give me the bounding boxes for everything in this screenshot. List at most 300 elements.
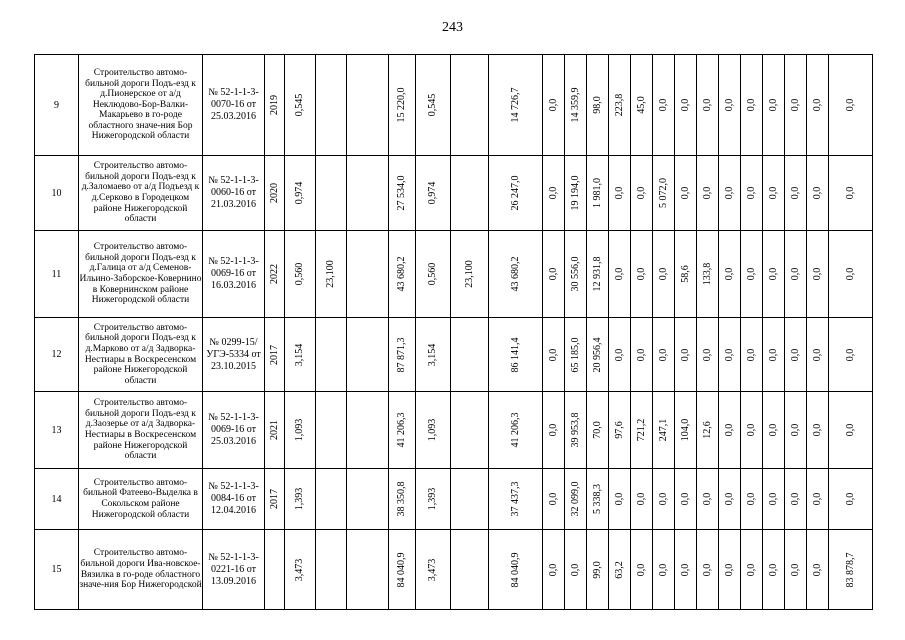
cell-value: 1,093 (294, 418, 305, 442)
cell-value: 84 040,9 (509, 552, 521, 587)
value-cell (763, 231, 785, 318)
value-cell (653, 392, 675, 469)
value-cell (719, 156, 741, 231)
row-number: 14 (35, 469, 79, 530)
value-cell (587, 469, 609, 530)
value-cell (675, 231, 697, 318)
value-cell (285, 231, 316, 318)
cell-value: 0,0 (745, 348, 757, 361)
value-cell (609, 469, 631, 530)
value-cell (719, 55, 741, 156)
cell-value: 0,0 (767, 186, 779, 200)
cell-value: 0,0 (635, 492, 647, 506)
value-cell (347, 530, 389, 610)
cell-value: 87 871,3 (396, 337, 407, 372)
value-cell (265, 530, 285, 610)
table-row (35, 55, 873, 156)
value-cell (316, 530, 347, 610)
value-cell (451, 55, 489, 156)
value-cell (347, 55, 389, 156)
value-cell (697, 231, 719, 318)
cell-value: 3,154 (294, 343, 305, 366)
value-cell (416, 469, 451, 530)
value-cell (829, 231, 873, 318)
value-cell (829, 392, 873, 469)
cell-value: 0,0 (547, 348, 559, 361)
cell-value: 0,0 (844, 98, 856, 112)
row-number: 15 (35, 530, 79, 610)
value-cell (829, 156, 873, 231)
value-cell (675, 156, 697, 231)
cell-value: 0,560 (294, 262, 305, 286)
value-cell (489, 469, 543, 530)
cell-value: 58,6 (679, 265, 691, 283)
cell-value: 133,8 (701, 262, 713, 286)
cell-value: 0,0 (811, 186, 823, 200)
value-cell (265, 469, 285, 530)
value-cell (587, 530, 609, 610)
value-cell (389, 392, 416, 469)
cell-value: 98,0 (591, 96, 603, 114)
cell-value: 0,0 (723, 423, 735, 437)
object-name: Строительство автомо-бильной Фатеево-Выделка в Сокольском районе Нижегородской области (79, 469, 203, 530)
value-cell (587, 156, 609, 231)
value-cell (631, 156, 653, 231)
cell-value: 0,0 (547, 563, 559, 576)
value-cell (807, 55, 829, 156)
value-cell (785, 530, 807, 610)
value-cell (741, 469, 763, 530)
cell-value: 0,0 (701, 563, 713, 576)
value-cell (807, 318, 829, 392)
cell-value: 38 350,8 (396, 481, 407, 517)
value-cell (416, 156, 451, 231)
cell-value: 0,0 (657, 348, 669, 361)
cell-value: 0,0 (547, 98, 559, 112)
value-cell (565, 530, 587, 610)
value-cell (543, 55, 565, 156)
cell-value: 0,0 (811, 423, 823, 437)
value-cell (609, 156, 631, 231)
value-cell (697, 55, 719, 156)
cell-value: 0,0 (569, 563, 581, 576)
cell-value: 0,0 (745, 423, 757, 437)
value-cell (285, 156, 316, 231)
cell-value: 0,0 (811, 98, 823, 112)
cell-value: 0,0 (635, 563, 647, 576)
cell-value: 0,545 (294, 93, 305, 117)
cell-value: 223,8 (613, 93, 625, 117)
object-name: Строительство автомо-бильной дороги Подъ-езд к д.Пионерское от а/д Неклюдово-Бор-Валки-Макарьево в го-роде областного значе-ния Бор Нижегородской области (79, 55, 203, 156)
cell-value: 0,0 (844, 492, 856, 506)
value-cell (763, 530, 785, 610)
cell-value: 0,0 (635, 267, 647, 281)
cell-value: 104,0 (679, 418, 691, 442)
value-cell (697, 392, 719, 469)
cell-value: 99,0 (591, 560, 603, 579)
value-cell (785, 392, 807, 469)
cell-value: 2021 (268, 420, 280, 440)
value-cell (653, 469, 675, 530)
expert-conclusion: № 52-1-1-3-0069-16 от 25.03.2016 (203, 392, 265, 469)
cell-value: 0,0 (844, 186, 856, 200)
cell-value: 0,0 (789, 423, 801, 437)
value-cell (347, 469, 389, 530)
cell-value: 0,0 (701, 186, 713, 200)
cell-value: 2022 (268, 264, 280, 284)
cell-value: 0,0 (723, 186, 735, 200)
value-cell (719, 530, 741, 610)
value-cell (451, 156, 489, 231)
value-cell (565, 156, 587, 231)
value-cell (416, 530, 451, 610)
value-cell (807, 392, 829, 469)
value-cell (489, 231, 543, 318)
cell-value: 0,0 (679, 492, 691, 506)
cell-value: 0,0 (745, 186, 757, 200)
value-cell (587, 318, 609, 392)
value-cell (285, 530, 316, 610)
value-cell (697, 530, 719, 610)
cell-value: 0,0 (547, 492, 559, 506)
cell-value: 0,0 (811, 492, 823, 506)
cell-value: 45,0 (635, 96, 647, 114)
cell-value: 0,0 (679, 348, 691, 361)
value-cell (543, 318, 565, 392)
value-cell (543, 231, 565, 318)
value-cell (609, 231, 631, 318)
value-cell (416, 55, 451, 156)
value-cell (389, 231, 416, 318)
cell-value: 63,2 (613, 560, 625, 579)
cell-value: 0,0 (613, 186, 625, 200)
cell-value: 0,0 (723, 563, 735, 576)
object-name: Строительство автомо-бильной дороги Подъ-езд к д.Марково от а/д Задворка-Нестиары в Воскресенском районе Нижегородской области (79, 318, 203, 392)
value-cell (265, 318, 285, 392)
value-cell (265, 392, 285, 469)
cell-value: 1,393 (294, 487, 305, 511)
value-cell (785, 318, 807, 392)
cell-value: 0,0 (745, 563, 757, 576)
cell-value: 0,0 (789, 563, 801, 576)
cell-value: 37 437,3 (509, 481, 521, 517)
cell-value: 0,0 (723, 267, 735, 281)
value-cell (829, 530, 873, 610)
page-number: 243 (442, 20, 463, 35)
value-cell (785, 231, 807, 318)
row-number: 9 (35, 55, 79, 156)
cell-value: 84 040,9 (396, 552, 407, 587)
value-cell (416, 392, 451, 469)
cell-value: 0,0 (723, 492, 735, 506)
cell-value: 43 680,2 (396, 256, 407, 292)
value-cell (785, 55, 807, 156)
cell-value: 0,0 (547, 267, 559, 281)
value-cell (829, 318, 873, 392)
cell-value: 20 956,4 (591, 337, 603, 372)
cell-value: 41 206,3 (509, 412, 521, 448)
value-cell (609, 530, 631, 610)
cell-value: 30 556,0 (569, 256, 581, 292)
cell-value: 5 072,0 (657, 178, 669, 208)
table-row (35, 392, 873, 469)
cell-value: 721,2 (635, 418, 647, 442)
value-cell (389, 469, 416, 530)
value-cell (631, 392, 653, 469)
cell-value: 19 194,0 (569, 175, 581, 211)
cell-value: 0,0 (844, 348, 856, 361)
value-cell (785, 469, 807, 530)
cell-value: 32 099,0 (569, 481, 581, 517)
cell-value: 0,974 (427, 181, 438, 205)
cell-value: 39 953,8 (569, 412, 581, 448)
value-cell (631, 469, 653, 530)
value-cell (543, 392, 565, 469)
object-name: Строительство автомо-бильной дороги Ива-новское-Вязилка в го-роде областного значе-ния Бор Нижегородской (79, 530, 203, 610)
value-cell (675, 55, 697, 156)
cell-value: 0,0 (745, 267, 757, 281)
value-cell (829, 469, 873, 530)
object-name: Строительство автомо-бильной дороги Подъ-езд к д.Галица от а/д Семенов-Ильино-Заборское-Ковернино в Ковернинском районе Нижегородской области (79, 231, 203, 318)
cell-value: 70,0 (591, 421, 603, 439)
value-cell (416, 318, 451, 392)
value-cell (565, 392, 587, 469)
value-cell (807, 231, 829, 318)
cell-value: 0,0 (657, 492, 669, 506)
value-cell (807, 469, 829, 530)
value-cell (451, 318, 489, 392)
value-cell (347, 392, 389, 469)
cell-value: 14 359,9 (569, 87, 581, 123)
expert-conclusion: № 52-1-1-3-0221-16 от 13.09.2016 (203, 530, 265, 610)
cell-value: 0,0 (635, 186, 647, 200)
cell-value: 0,0 (767, 563, 779, 576)
cell-value: 0,0 (657, 267, 669, 281)
value-cell (631, 318, 653, 392)
value-cell (741, 392, 763, 469)
value-cell (631, 55, 653, 156)
cell-value: 0,0 (844, 423, 856, 437)
value-cell (285, 469, 316, 530)
value-cell (451, 392, 489, 469)
table-row (35, 318, 873, 392)
cell-value: 0,0 (547, 186, 559, 200)
cell-value: 0,0 (789, 348, 801, 361)
value-cell (653, 55, 675, 156)
value-cell (763, 392, 785, 469)
row-number: 10 (35, 156, 79, 231)
object-name: Строительство автомо-бильной дороги Подъ-езд к д.Заозерье от а/д Задворка-Нестиары в Воскресенском районе Нижегородской области (79, 392, 203, 469)
value-cell (347, 231, 389, 318)
value-cell (741, 318, 763, 392)
value-cell (565, 55, 587, 156)
cell-value: 0,0 (811, 267, 823, 281)
value-cell (675, 469, 697, 530)
value-cell (347, 318, 389, 392)
value-cell (675, 530, 697, 610)
value-cell (416, 231, 451, 318)
value-cell (609, 318, 631, 392)
cell-value: 0,974 (294, 181, 305, 205)
value-cell (316, 55, 347, 156)
cell-value: 65 185,0 (569, 337, 581, 372)
value-cell (565, 231, 587, 318)
value-cell (719, 318, 741, 392)
cell-value: 0,0 (679, 563, 691, 576)
cell-value: 26 247,0 (509, 175, 521, 211)
value-cell (653, 231, 675, 318)
value-cell (489, 55, 543, 156)
value-cell (653, 530, 675, 610)
cell-value: 2020 (268, 183, 280, 203)
cell-value: 0,0 (811, 348, 823, 361)
cell-value: 0,0 (679, 186, 691, 200)
cell-value: 0,0 (613, 267, 625, 281)
value-cell (265, 231, 285, 318)
row-number: 12 (35, 318, 79, 392)
value-cell (719, 469, 741, 530)
cell-value: 0,0 (745, 492, 757, 506)
value-cell (565, 469, 587, 530)
cell-value: 0,0 (811, 563, 823, 576)
cell-value: 0,0 (767, 492, 779, 506)
value-cell (763, 318, 785, 392)
value-cell (697, 156, 719, 231)
expert-conclusion: № 52-1-1-3-0060-16 от 21.03.2016 (203, 156, 265, 231)
value-cell (807, 530, 829, 610)
expert-conclusion: № 52-1-1-3-0084-16 от 12.04.2016 (203, 469, 265, 530)
value-cell (316, 469, 347, 530)
value-cell (741, 530, 763, 610)
value-cell (347, 156, 389, 231)
value-cell (741, 231, 763, 318)
cell-value: 0,0 (723, 348, 735, 361)
value-cell (543, 469, 565, 530)
cell-value: 1,093 (427, 418, 438, 442)
value-cell (451, 530, 489, 610)
value-cell (697, 318, 719, 392)
cell-value: 0,0 (789, 492, 801, 506)
value-cell (763, 55, 785, 156)
value-cell (265, 156, 285, 231)
cell-value: 0,0 (767, 423, 779, 437)
value-cell (697, 469, 719, 530)
cell-value: 1 981,0 (591, 178, 603, 208)
value-cell (489, 530, 543, 610)
value-cell (285, 55, 316, 156)
cell-value: 12 931,8 (591, 256, 603, 292)
value-cell (631, 530, 653, 610)
value-cell (451, 231, 489, 318)
value-cell (489, 156, 543, 231)
value-cell (587, 392, 609, 469)
cell-value: 0,0 (547, 423, 559, 437)
table-row (35, 469, 873, 530)
cell-value: 12,6 (701, 421, 713, 439)
row-number: 13 (35, 392, 79, 469)
cell-value: 0,0 (789, 186, 801, 200)
cell-value: 5 338,3 (591, 484, 603, 514)
value-cell (285, 392, 316, 469)
cell-value: 0,0 (613, 492, 625, 506)
value-cell (653, 318, 675, 392)
value-cell (675, 318, 697, 392)
value-cell (389, 156, 416, 231)
object-name: Строительство автомо-бильной дороги Подъ-езд к д.Заломаево от а/д Подъезд к д.Серково в Городецком районе Нижегородской области (79, 156, 203, 231)
cell-value: 0,0 (844, 267, 856, 281)
cell-value: 83 878,7 (844, 552, 856, 587)
value-cell (675, 392, 697, 469)
cell-value: 86 141,4 (509, 337, 521, 372)
value-cell (631, 231, 653, 318)
expert-conclusion: № 52-1-1-3-0069-16 от 16.03.2016 (203, 231, 265, 318)
cell-value: 0,560 (427, 262, 438, 286)
cell-value: 0,0 (701, 492, 713, 506)
cell-value: 15 220,0 (396, 87, 407, 123)
value-cell (763, 469, 785, 530)
value-cell (389, 318, 416, 392)
value-cell (719, 392, 741, 469)
value-cell (285, 318, 316, 392)
value-cell (719, 231, 741, 318)
cell-value: 0,0 (679, 98, 691, 112)
value-cell (489, 318, 543, 392)
value-cell (316, 231, 347, 318)
cell-value: 0,0 (767, 267, 779, 281)
cell-value: 0,0 (767, 348, 779, 361)
value-cell (587, 231, 609, 318)
value-cell (785, 156, 807, 231)
cell-value: 1,393 (427, 487, 438, 511)
cell-value: 0,0 (789, 267, 801, 281)
cell-value: 0,0 (657, 98, 669, 112)
cell-value: 23,100 (325, 260, 336, 288)
cell-value: 0,0 (723, 98, 735, 112)
cell-value: 97,6 (613, 421, 625, 439)
cell-value: 0,0 (745, 98, 757, 112)
value-cell (587, 55, 609, 156)
cell-value: 43 680,2 (509, 256, 521, 292)
table-row (35, 231, 873, 318)
value-cell (609, 392, 631, 469)
cell-value: 3,473 (294, 558, 305, 581)
cell-value: 0,0 (701, 98, 713, 112)
value-cell (316, 318, 347, 392)
cell-value: 0,0 (613, 348, 625, 361)
value-cell (389, 55, 416, 156)
expert-conclusion: № 52-1-1-3-0070-16 от 25.03.2016 (203, 55, 265, 156)
value-cell (389, 530, 416, 610)
value-cell (741, 55, 763, 156)
cell-value: 0,0 (657, 563, 669, 576)
value-cell (489, 392, 543, 469)
expert-conclusion: № 0299-15/УГЭ-5334 от 23.10.2015 (203, 318, 265, 392)
value-cell (316, 156, 347, 231)
value-cell (741, 156, 763, 231)
cell-value: 0,0 (767, 98, 779, 112)
value-cell (807, 156, 829, 231)
cell-value: 0,0 (789, 98, 801, 112)
cell-value: 23,100 (463, 260, 475, 288)
cell-value: 247,1 (657, 418, 669, 442)
row-number: 11 (35, 231, 79, 318)
value-cell (653, 156, 675, 231)
value-cell (609, 55, 631, 156)
cell-value: 0,545 (427, 93, 438, 117)
cell-value: 27 534,0 (396, 175, 407, 211)
cell-value: 14 726,7 (509, 87, 521, 123)
cell-value: 3,473 (427, 558, 438, 581)
